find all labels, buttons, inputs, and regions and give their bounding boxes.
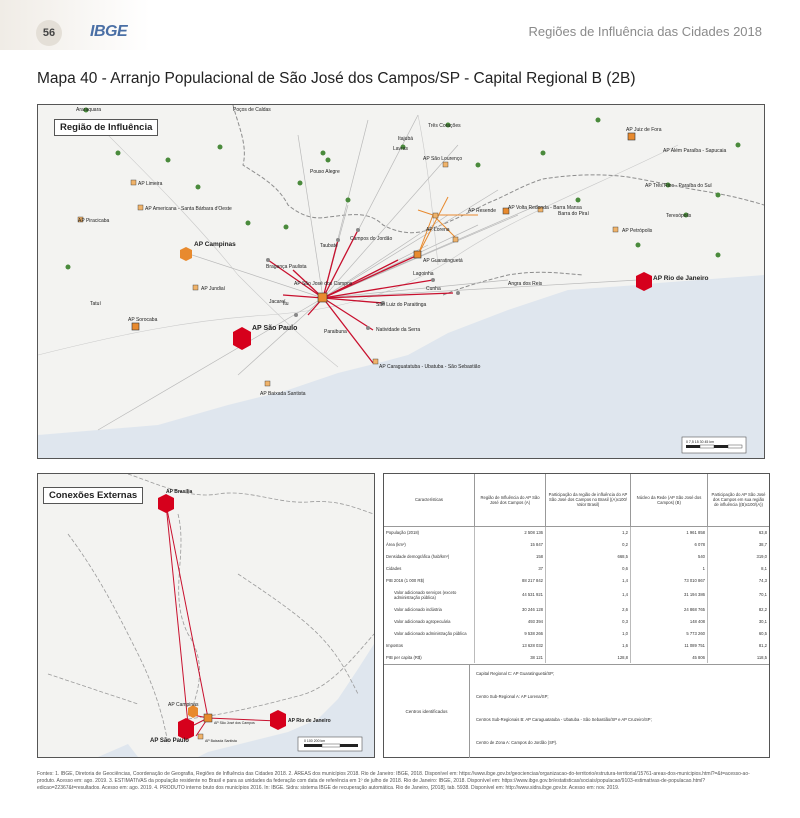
page-number: 56 xyxy=(36,20,62,46)
jundiai-node xyxy=(193,285,198,290)
scale-bar-label: 0 7,5 15 30 45 km xyxy=(686,440,715,444)
label-sao-luiz: São Luiz do Paraitinga xyxy=(376,302,427,308)
table-cell: 128,8 xyxy=(546,651,631,663)
label-tatui: Tatuí xyxy=(90,301,101,307)
main-map-label: Região de Influência xyxy=(54,119,158,136)
sao-lourenco-node xyxy=(443,162,448,167)
table-cell: 1 xyxy=(631,562,708,574)
label-guaratingueta: AP Guaratinguetá xyxy=(423,258,463,264)
table-cell: 1,4 xyxy=(546,586,631,603)
label-cunha: Cunha xyxy=(426,286,441,292)
header-tab xyxy=(0,0,150,50)
table-cell: 1,6 xyxy=(546,639,631,651)
table-row xyxy=(384,550,769,562)
label-sjc: AP São José dos Campos xyxy=(294,281,353,287)
table-row xyxy=(384,639,769,651)
map-title: Mapa 40 - Arranjo Populacional de São José dos Campos/SP - Capital Regional B (2B) xyxy=(37,70,636,87)
center-item: Centros Sub-Regionais B: AP Caraguatatuba - Ubatuba - São Sebastião/SP e AP Cruzeiro/SP; xyxy=(476,717,652,722)
table-cell: 148 408 xyxy=(631,615,708,627)
table-cell: 0,3 xyxy=(546,615,631,627)
table-cell: 13 628 032 xyxy=(475,639,546,651)
table-cell: 1 961 858 xyxy=(631,526,708,538)
table-cell: 38,7 xyxy=(758,541,767,547)
label-natividade: Natividade da Serra xyxy=(376,327,421,333)
caragua-node xyxy=(373,359,378,364)
row-label: PIB per capita (R$) xyxy=(384,651,475,663)
sjc-node xyxy=(318,293,327,302)
table-cell: 88 217 842 xyxy=(475,574,546,586)
inset-label-rio: AP Rio de Janeiro xyxy=(288,718,331,724)
campinas-node xyxy=(180,247,192,261)
label-juiz: AP Juiz de Fora xyxy=(626,127,662,133)
label-sorocaba: AP Sorocaba xyxy=(128,317,158,323)
label-tres-rios: AP Três Rios - Paraíba do Sul xyxy=(645,183,712,189)
row-label: Cidades xyxy=(384,562,475,574)
table-cell: 1,4 xyxy=(546,574,631,586)
inset-label-sao-paulo: AP São Paulo xyxy=(150,738,189,744)
inset-sjc-node xyxy=(204,714,212,722)
table-row xyxy=(384,603,769,615)
table-row xyxy=(384,526,769,538)
table-cell: 493 394 xyxy=(475,615,546,627)
table-cell: 45 806 xyxy=(631,651,708,663)
table-cell: 37 xyxy=(475,562,546,574)
table-row xyxy=(384,586,769,603)
table-cell: 0,6 xyxy=(546,562,631,574)
label-limeira: AP Limeira xyxy=(138,181,163,187)
table-row xyxy=(384,651,769,663)
table-cell: 31 194 386 xyxy=(631,586,708,603)
label-jundiai: AP Jundiaí xyxy=(201,286,226,292)
label-taubate: Taubaté xyxy=(320,243,338,249)
juiz-node xyxy=(628,133,635,140)
label-volta: AP Volta Redonda - Barra Mansa xyxy=(508,205,582,211)
label-caragua: AP Caraguatatuba - Ubatuba - São Sebastião xyxy=(379,364,481,370)
table-cell: 60,5 xyxy=(758,630,767,636)
inset-label-campinas: AP Campinas xyxy=(168,702,199,708)
label-rio: AP Rio de Janeiro xyxy=(653,275,709,282)
table-cell: 82,2 xyxy=(758,606,767,612)
label-angra: Angra dos Reis xyxy=(508,281,543,287)
row-label: Área (km²) xyxy=(384,538,475,550)
santista-node xyxy=(265,381,270,386)
label-araraquara: Araraquara xyxy=(76,107,102,113)
center-item: Centro Sub-Regional A: AP Lorena/SP; xyxy=(476,694,549,699)
inset-label-santista: AP Baixada Santista xyxy=(205,739,237,743)
col-header-3: Núcleo da Rede (AP São José dos Campos) (B) xyxy=(631,474,708,526)
inset-brasilia-node xyxy=(158,494,174,513)
sources-footer: Fontes: 1. IBGE, Diretoria de Geociências, Coordenação de Geografia, Regiões de Influência das Cidades 2018. 2. ÁREAS dos municípios 2018. Rio de Janeiro: IBGE, 2018. Disponível em: https://www.ibge.gov.br/geociencias/organizacao-do-territorio/estrutura-territorial/15761-areas-dos-municipios.html?=&t=acesso-ao-produto. Acesso em: ago. 2019. 3. ESTIMATIVAS da população residente no Brasil e para as unidades da federação com data de referência em 1º de julho de 2018. Rio de Janeiro: IBGE, 2018. Disponível em: https://www.ibge.gov.br/estatisticas/sociais/populacao/9103-estimativas-de-populacao.html?edicao=22367&t=resultados. Acesso em: ago. 2019. 4. PRODUTO interno bruto dos municípios 2016. In: IBGE. Sidra: sistema IBGE de recuperação automática. Rio de Janeiro, [2018]. tab. 5938. Disponível em: http://www.sidra.ibge.gov.br. Acesso em: nov. 2019. xyxy=(37,771,750,791)
ibge-logo: IBGE xyxy=(90,23,128,40)
label-petropolis: AP Petrópolis xyxy=(622,228,653,234)
inset-label-sjc: AP São José dos Campos xyxy=(214,721,255,725)
inset-map-label: Conexões Externas xyxy=(43,487,143,504)
table-row xyxy=(384,562,769,574)
label-lagoinha: Lagoinha xyxy=(413,271,434,277)
table-cell: 2 508 136 xyxy=(475,526,546,538)
inset-scale-bar xyxy=(298,737,362,751)
table-cell: 1,0 xyxy=(546,627,631,639)
table-cell: 38 121 xyxy=(475,651,546,663)
table-cell: 81,2 xyxy=(758,642,767,648)
table-cell: 0,2 xyxy=(546,538,631,550)
col-header-4: Participação do AP São José dos Campos em sua região de influência ((B)x100/(A)) xyxy=(708,474,770,526)
label-teresopolis: Teresópolis xyxy=(666,213,692,219)
statistics-table xyxy=(383,473,770,758)
label-resende: AP Resende xyxy=(468,208,496,214)
table-cell: 540 xyxy=(631,550,708,562)
table-cell: 9 538 266 xyxy=(475,627,546,639)
col-header-2: Participação da região de influência do AP São José dos Campos no Brasil ((A)x100/ Valor Brasil) xyxy=(546,474,631,526)
label-piracicaba: AP Piracicaba xyxy=(78,218,110,224)
inset-rio-node xyxy=(270,710,286,730)
inset-santista-node xyxy=(198,734,203,739)
table-cell: 30 246 128 xyxy=(475,603,546,615)
label-tres-coracoes: Três Corações xyxy=(428,123,461,129)
label-campinas: AP Campinas xyxy=(194,241,236,248)
row-label: PIB 2016 (1 000 R$) xyxy=(384,574,475,586)
inset-label-brasilia: AP Brasília xyxy=(166,489,193,495)
table-cell: 2,6 xyxy=(546,603,631,615)
table-cell: 70,1 xyxy=(758,592,767,597)
label-paraibuna: Paraibuna xyxy=(324,329,347,335)
row-label: População (2018) xyxy=(384,526,475,538)
guaratingueta-node xyxy=(414,251,421,258)
label-ubatuba-area: Itu xyxy=(283,301,289,307)
sorocaba-node xyxy=(132,323,139,330)
label-pouso-alegre: Pouso Alegre xyxy=(310,169,340,175)
table-cell: 44 531 921 xyxy=(475,586,546,603)
table-cell: 30,1 xyxy=(758,618,767,624)
row-label: Valor adicionado indústria xyxy=(384,603,475,615)
rio-node xyxy=(636,272,652,291)
cruzeiro-node xyxy=(453,237,458,242)
main-map xyxy=(38,105,764,458)
row-label: Impostos xyxy=(384,639,475,651)
table-cell: 319,0 xyxy=(756,553,767,559)
label-santista: AP Baixada Santista xyxy=(260,391,306,397)
label-barra-pirai: Barra do Piraí xyxy=(558,211,589,217)
label-campos-jordao: Campos do Jordão xyxy=(350,236,393,242)
centers-label: Centros identificados xyxy=(384,665,470,758)
label-atibaia: Bragança Paulista xyxy=(266,264,307,270)
table-row xyxy=(384,538,769,550)
label-pocos: Poços de Caldas xyxy=(233,107,271,113)
label-alem-paraiba: AP Além Paraíba - Sapucaia xyxy=(663,148,727,154)
label-jacarei: Jacareí xyxy=(269,299,286,305)
table-cell: 118,5 xyxy=(756,654,767,660)
table-cell: 8,1 xyxy=(761,565,767,571)
inset-map-panel xyxy=(37,473,375,758)
label-lavras: Lavras xyxy=(393,146,409,152)
label-lorena: AP Lorena xyxy=(426,227,450,233)
label-sao-lourenco: AP São Lourenço xyxy=(423,156,463,162)
table-cell: 74,3 xyxy=(758,577,767,583)
inset-map xyxy=(38,474,374,757)
center-item: Capital Regional C: AP Guaratinguetá/SP; xyxy=(476,671,555,676)
table-cell: 1,2 xyxy=(546,526,631,538)
table-cell: 15 847 xyxy=(475,538,546,550)
centers-block xyxy=(384,664,769,758)
petropolis-node xyxy=(613,227,618,232)
table-row xyxy=(384,615,769,627)
table-cell: 6 078 xyxy=(631,538,708,550)
main-map-panel xyxy=(37,104,765,459)
table-cell: 5 773 260 xyxy=(631,627,708,639)
col-header-1: Região de Influência do AP São José dos Campos (A) xyxy=(475,474,546,526)
table-cell: 668,5 xyxy=(546,550,631,562)
inset-sao-paulo-node xyxy=(178,718,194,740)
publication-title: Regiões de Influência das Cidades 2018 xyxy=(528,24,762,39)
row-label: Valor adicionado agropecuária xyxy=(384,615,475,627)
table-cell: 11 089 751 xyxy=(631,639,708,651)
table-cell: 24 868 765 xyxy=(631,603,708,615)
lorena-node xyxy=(433,213,438,218)
americana-node xyxy=(138,205,143,210)
table-row xyxy=(384,627,769,639)
label-americana: AP Americana - Santa Bárbara d'Oeste xyxy=(145,206,232,212)
table-row xyxy=(384,574,769,586)
limeira-node xyxy=(131,180,136,185)
table-cell: 63,8 xyxy=(758,529,767,535)
label-itajuba: Itajubá xyxy=(398,136,414,142)
row-label: Densidade demográfica (hab/km²) xyxy=(384,550,475,562)
label-sao-paulo: AP São Paulo xyxy=(252,325,298,332)
inset-scale-label: 0 100 200 km xyxy=(304,739,326,743)
table-cell: 73 010 867 xyxy=(631,574,708,586)
col-header-0: Características xyxy=(384,474,475,526)
row-label: Valor adicionado administração pública xyxy=(384,627,475,639)
scale-bar xyxy=(682,437,746,453)
center-item: Centro de Zona A: Campos do Jordão (SP). xyxy=(476,740,558,745)
row-label: Valor adicionado serviços (exceto administração pública) xyxy=(384,586,475,603)
table-cell: 158 xyxy=(475,550,546,562)
